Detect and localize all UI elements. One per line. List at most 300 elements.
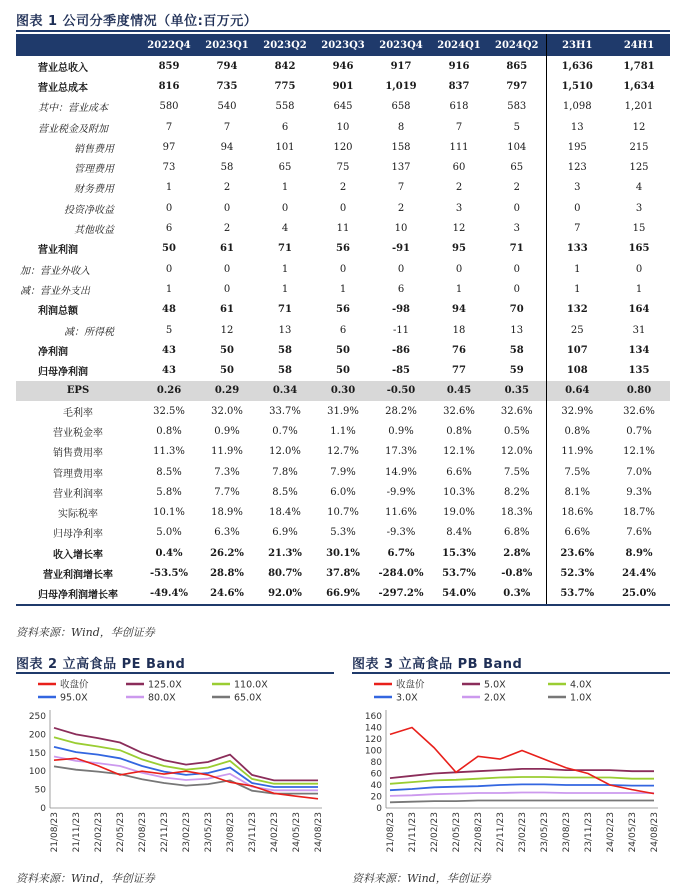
x-tick-label: 21/08/23 xyxy=(50,812,60,853)
table-cell: 0.30 xyxy=(314,381,372,401)
table-cell: 15.3% xyxy=(442,547,476,559)
table-cell: 94 xyxy=(220,141,234,153)
table-cell: 946 xyxy=(332,60,354,72)
table-cell: 11.9% xyxy=(211,446,243,458)
table-row xyxy=(16,320,670,340)
table-row xyxy=(16,76,670,96)
table-cell: 0 xyxy=(223,283,231,295)
x-tick-label: 22/08/23 xyxy=(474,812,484,853)
table-cell: 53.7% xyxy=(442,568,476,580)
row-label: EPS xyxy=(16,381,140,401)
x-tick-label: 23/08/23 xyxy=(562,812,572,853)
figure-1-title: 图表 1 公司分季度情况（单位:百万元） xyxy=(16,14,258,29)
y-tick-label: 200 xyxy=(28,730,46,741)
table-row xyxy=(16,462,670,482)
y-tick-label: 80 xyxy=(370,758,382,768)
table-cell: 837 xyxy=(448,80,470,92)
table-cell: 24.4% xyxy=(622,568,656,580)
legend-label: 1.0X xyxy=(570,692,592,704)
table-cell: 1 xyxy=(281,263,289,275)
table-cell: 7.5% xyxy=(504,466,530,478)
table-cell: 48 xyxy=(162,304,176,316)
y-tick-label: 160 xyxy=(364,712,382,722)
table-cell: 7.8% xyxy=(272,466,298,478)
table-cell: 0.34 xyxy=(256,381,314,401)
table-cell: 3 xyxy=(455,202,463,214)
table-cell: 6 xyxy=(165,223,173,235)
x-tick-label: 23/05/23 xyxy=(540,812,550,853)
table-cell: 5 xyxy=(513,121,520,133)
table-row xyxy=(16,340,670,360)
table-cell: 580 xyxy=(159,101,179,113)
table-cell: 95 xyxy=(452,243,466,255)
y-tick-label: 120 xyxy=(364,735,382,745)
table-cell: 1 xyxy=(281,182,289,194)
table-cell: 76 xyxy=(452,344,466,356)
table-cell: -0.50 xyxy=(372,381,430,401)
x-tick-label: 22/05/23 xyxy=(452,812,462,853)
legend-label: 80.0X xyxy=(148,692,176,704)
table-cell: 123 xyxy=(546,157,608,177)
table-cell: 12 xyxy=(632,121,646,133)
table-cell: -9.9% xyxy=(386,486,416,498)
table-cell: 1,781 xyxy=(623,60,655,72)
table-cell: 0 xyxy=(513,202,520,214)
table-cell: 0.5% xyxy=(504,425,530,437)
x-tick-label: 22/02/23 xyxy=(94,812,104,853)
table-row xyxy=(16,442,670,462)
table-cell: 15 xyxy=(632,223,646,235)
table-cell: -284.0% xyxy=(378,568,424,580)
table-cell: 1,098 xyxy=(546,97,608,117)
table-cell: 132 xyxy=(546,300,608,320)
row-label: 实际税率 xyxy=(58,509,98,521)
table-cell: 1 xyxy=(165,182,173,194)
table-cell: 31.9% xyxy=(327,405,359,417)
table-cell: 0.9% xyxy=(214,425,240,437)
table-cell: 137 xyxy=(391,162,411,174)
row-label: 利润总额 xyxy=(38,306,78,318)
table-cell: 2 xyxy=(223,223,231,235)
table-cell: 0 xyxy=(339,202,347,214)
table-cell: 18.7% xyxy=(623,507,655,519)
legend-label: 4.0X xyxy=(570,679,592,691)
x-tick-label: 23/11/23 xyxy=(584,812,594,853)
table-row xyxy=(16,157,670,177)
table-cell: 7 xyxy=(455,121,463,133)
row-label: 营业税金及附加 xyxy=(38,123,108,135)
table-cell: 9.3% xyxy=(626,486,652,498)
table-cell: 165 xyxy=(628,243,650,255)
table-row xyxy=(16,523,670,543)
table-cell: 13 xyxy=(546,117,608,137)
row-label: 加：营业外收入 xyxy=(20,265,90,277)
table-cell: 6.8% xyxy=(504,527,530,539)
x-tick-label: 23/08/23 xyxy=(226,812,236,853)
table-cell: 11 xyxy=(336,223,350,235)
table-cell: 10.3% xyxy=(443,486,475,498)
table-cell: 0.8% xyxy=(446,425,472,437)
table-cell: 917 xyxy=(390,60,412,72)
table-cell: 794 xyxy=(216,60,238,72)
table-cell: 32.5% xyxy=(153,405,185,417)
table-cell: 50 xyxy=(336,365,350,377)
x-tick-label: 23/02/23 xyxy=(182,812,192,853)
table-cell: 58 xyxy=(509,344,524,356)
table-cell: 2 xyxy=(223,182,231,194)
table-cell: 5 xyxy=(165,324,173,336)
table-cell: 17.3% xyxy=(385,446,417,458)
table-cell: 56 xyxy=(336,304,350,316)
table-cell: 0.35 xyxy=(488,381,546,401)
table-cell: 1,636 xyxy=(546,56,608,76)
figure-2-title: 图表 2 立高食品 PE Band xyxy=(16,657,186,672)
table-cell: 43 xyxy=(162,344,176,356)
table-cell: 77 xyxy=(452,365,466,377)
table-cell: 25 xyxy=(546,320,608,340)
table-cell: 13 xyxy=(510,324,524,336)
quarterly-financials-table xyxy=(16,34,670,606)
table-cell: 215 xyxy=(629,141,649,153)
table-cell: 50 xyxy=(220,365,234,377)
table-row xyxy=(16,300,670,320)
figure-3-source: 资料来源：Wind，华创证券 xyxy=(352,872,491,885)
table-cell: -86 xyxy=(391,344,411,356)
row-label: 营业总收入 xyxy=(38,62,88,74)
figure-2-rule xyxy=(16,672,334,674)
figure-3-rule xyxy=(352,672,670,674)
table-cell: 18 xyxy=(452,324,466,336)
table-cell: 61 xyxy=(220,304,234,316)
y-tick-label: 100 xyxy=(28,767,46,778)
table-cell: 125 xyxy=(629,162,649,174)
table-cell: 7 xyxy=(223,121,231,133)
table-cell: 31 xyxy=(632,324,646,336)
table-cell: 0 xyxy=(513,283,520,295)
y-tick-label: 0 xyxy=(40,804,46,814)
table-cell: 7.3% xyxy=(214,466,240,478)
row-label: 减：所得税 xyxy=(64,326,114,338)
table-row xyxy=(16,563,670,583)
table-cell: 842 xyxy=(274,60,296,72)
table-cell: 12.0% xyxy=(500,446,533,458)
table-row xyxy=(16,117,670,137)
row-label: 投资净收益 xyxy=(64,204,114,216)
table-cell: 6 xyxy=(397,283,405,295)
table-cell: 0 xyxy=(546,198,608,218)
table-cell: 61 xyxy=(220,243,234,255)
header-cell: 2023Q2 xyxy=(256,34,314,56)
table-cell: 32.0% xyxy=(211,405,243,417)
header-cell: 24H1 xyxy=(608,34,670,56)
row-label: 营业利润增长率 xyxy=(43,570,113,582)
table-cell: 797 xyxy=(506,80,528,92)
legend-label: 110.0X xyxy=(234,679,268,691)
table-cell: 0 xyxy=(339,263,347,275)
table-cell: 558 xyxy=(275,101,295,113)
row-label: 营业总成本 xyxy=(38,82,88,94)
table-cell: 73 xyxy=(162,162,176,174)
x-tick-label: 23/05/23 xyxy=(204,812,214,853)
table-cell: 5.8% xyxy=(156,486,182,498)
table-cell: -0.8% xyxy=(501,568,533,580)
header-cell: 2022Q4 xyxy=(140,34,198,56)
y-tick-label: 20 xyxy=(370,792,382,803)
row-label: 营业利润率 xyxy=(53,488,103,500)
series-line-1.0X xyxy=(390,801,654,803)
table-cell: 54.0% xyxy=(430,584,488,605)
row-label: 收入增长率 xyxy=(53,549,103,561)
x-tick-label: 24/05/23 xyxy=(628,812,638,853)
row-label: 毛利率 xyxy=(63,407,93,419)
y-tick-label: 40 xyxy=(370,781,382,791)
table-cell: 8.5% xyxy=(156,466,182,478)
table-cell: 0 xyxy=(397,263,405,275)
table-cell: 26.2% xyxy=(210,547,244,559)
row-label: 管理费用 xyxy=(74,164,114,176)
table-cell: 97 xyxy=(162,141,176,153)
table-cell: 0 xyxy=(635,263,643,275)
table-cell: 0.3% xyxy=(488,584,546,605)
table-cell: 56 xyxy=(336,243,350,255)
table-cell: 28.2% xyxy=(385,405,417,417)
table-cell: 1 xyxy=(635,283,643,295)
table-cell: 8.4% xyxy=(446,527,472,539)
table-cell: 1.1% xyxy=(330,425,356,437)
table-row xyxy=(16,137,670,157)
table-cell: 12.1% xyxy=(443,446,475,458)
table-cell: 901 xyxy=(332,80,354,92)
y-tick-label: 100 xyxy=(364,746,382,757)
table-cell: 645 xyxy=(333,101,353,113)
table-cell: 2 xyxy=(397,202,405,214)
table-cell: 0.8% xyxy=(156,425,182,437)
table-cell: 12.7% xyxy=(327,446,359,458)
table-cell: 0.7% xyxy=(272,425,298,437)
table-cell: 37.8% xyxy=(326,568,360,580)
x-tick-label: 24/08/23 xyxy=(650,812,660,853)
table-cell: 23.6% xyxy=(546,543,608,563)
header-cell: 2023Q3 xyxy=(314,34,372,56)
table-cell: 164 xyxy=(628,304,650,316)
table-cell: 6.6% xyxy=(446,466,472,478)
series-line-2.0X xyxy=(390,793,654,796)
header-cell: 23H1 xyxy=(546,34,608,56)
table-cell: 7 xyxy=(165,121,173,133)
table-cell: 10.1% xyxy=(153,507,185,519)
table-cell: 816 xyxy=(158,80,180,92)
table-row xyxy=(16,97,670,117)
table-cell: 775 xyxy=(274,80,296,92)
y-tick-label: 0 xyxy=(376,804,382,814)
table-row xyxy=(16,381,670,401)
table-cell: 0 xyxy=(513,263,520,275)
table-header-row xyxy=(16,34,670,56)
table-cell: 66.9% xyxy=(314,584,372,605)
table-cell: 71 xyxy=(509,243,524,255)
table-cell: 70 xyxy=(509,304,524,316)
table-cell: 195 xyxy=(546,137,608,157)
x-tick-label: 22/05/23 xyxy=(116,812,126,853)
header-cell xyxy=(16,34,140,56)
header-cell: 2024Q1 xyxy=(430,34,488,56)
table-cell: 12 xyxy=(220,324,234,336)
table-cell: 3 xyxy=(635,202,643,214)
table-cell: 12.0% xyxy=(269,446,301,458)
table-cell: 50 xyxy=(162,243,176,255)
table-cell: 583 xyxy=(507,101,527,113)
row-label: 归母净利率 xyxy=(53,529,103,541)
table-cell: 120 xyxy=(333,141,353,153)
table-cell: 618 xyxy=(449,101,469,113)
table-cell: 735 xyxy=(216,80,238,92)
x-tick-label: 22/11/23 xyxy=(160,812,170,853)
table-cell: 21.3% xyxy=(268,547,302,559)
table-cell: 32.6% xyxy=(623,405,655,417)
legend-label: 125.0X xyxy=(148,679,182,691)
table-row xyxy=(16,239,670,259)
table-row xyxy=(16,584,670,605)
row-label: 营业利润 xyxy=(38,245,78,257)
table-cell: 71 xyxy=(278,304,292,316)
table-cell: 1 xyxy=(455,283,463,295)
table-cell: 58 xyxy=(220,162,234,174)
table-cell: 111 xyxy=(449,141,469,153)
table-cell: 0.4% xyxy=(155,547,183,559)
series-line-110.0X xyxy=(54,737,318,783)
table-cell: 7 xyxy=(397,182,405,194)
table-cell: -85 xyxy=(391,365,411,377)
table-cell: 30.1% xyxy=(326,547,360,559)
table-cell: 108 xyxy=(546,360,608,380)
table-cell: 1 xyxy=(165,283,173,295)
table-cell: 1,510 xyxy=(546,76,608,96)
table-cell: -11 xyxy=(392,324,410,336)
table-cell: 25.0% xyxy=(608,584,670,605)
table-cell: 3 xyxy=(513,223,520,235)
header-cell: 2024Q2 xyxy=(488,34,546,56)
table-cell: 0 xyxy=(165,202,173,214)
table-row xyxy=(16,259,670,279)
table-row xyxy=(16,218,670,238)
table-cell: 75 xyxy=(336,162,350,174)
legend-label: 3.0X xyxy=(396,692,418,704)
table-cell: 8 xyxy=(397,121,405,133)
table-cell: 158 xyxy=(391,141,411,153)
y-tick-label: 150 xyxy=(28,748,46,759)
x-tick-label: 23/11/23 xyxy=(248,812,258,853)
table-cell: 0 xyxy=(455,263,463,275)
table-cell: 19.0% xyxy=(443,507,475,519)
table-cell: 2 xyxy=(339,182,347,194)
table-cell: 50 xyxy=(220,344,234,356)
y-tick-label: 60 xyxy=(370,769,382,780)
table-cell: 18.4% xyxy=(269,507,301,519)
table-cell: 11.9% xyxy=(546,442,608,462)
table-row xyxy=(16,482,670,502)
table-cell: 33.7% xyxy=(269,405,301,417)
table-cell: 8.9% xyxy=(625,547,653,559)
table-cell: 65 xyxy=(510,162,524,174)
table-cell: 1,019 xyxy=(385,80,417,92)
table-cell: 916 xyxy=(448,60,470,72)
x-tick-label: 22/11/23 xyxy=(496,812,506,853)
table-cell: 7.7% xyxy=(214,486,240,498)
table-row xyxy=(16,279,670,299)
table-cell: 6 xyxy=(281,121,289,133)
table-cell: 7.5% xyxy=(546,462,608,482)
table-cell: 92.0% xyxy=(256,584,314,605)
table-cell: 0.9% xyxy=(388,425,414,437)
table-cell: 10.7% xyxy=(327,507,359,519)
table-cell: 8.5% xyxy=(272,486,298,498)
table-cell: 8.1% xyxy=(546,482,608,502)
table-cell: 7.6% xyxy=(626,527,652,539)
table-cell: -9.3% xyxy=(386,527,416,539)
table-cell: 0.45 xyxy=(430,381,488,401)
table-cell: 4 xyxy=(281,223,289,235)
legend-label: 收盘价 xyxy=(60,679,89,691)
table-cell: 80.7% xyxy=(268,568,302,580)
table-cell: 7 xyxy=(546,218,608,238)
table-cell: -91 xyxy=(391,243,411,255)
table-cell: 12.1% xyxy=(623,446,655,458)
table-cell: 50 xyxy=(336,344,350,356)
table-cell: 28.8% xyxy=(210,568,244,580)
row-label: 归母净利润 xyxy=(38,367,88,379)
legend-label: 2.0X xyxy=(484,692,506,704)
table-cell: 1,201 xyxy=(624,101,654,113)
table-cell: 0.64 xyxy=(546,381,608,401)
table-cell: -297.2% xyxy=(372,584,430,605)
table-cell: 24.6% xyxy=(198,584,256,605)
table-cell: 0.29 xyxy=(198,381,256,401)
row-label: 销售费用 xyxy=(74,143,114,155)
table-cell: 2.8% xyxy=(503,547,531,559)
table-cell: 71 xyxy=(278,243,292,255)
table-cell: 0.26 xyxy=(140,381,198,401)
table-cell: 7.9% xyxy=(330,466,356,478)
figure-2-source: 资料来源：Wind，华创证券 xyxy=(16,872,155,885)
table-cell: 8.2% xyxy=(504,486,530,498)
table-cell: 13 xyxy=(278,324,292,336)
table-row xyxy=(16,56,670,76)
row-label: 财务费用 xyxy=(74,184,114,196)
legend-label: 5.0X xyxy=(484,679,506,691)
x-tick-label: 24/02/23 xyxy=(270,812,280,853)
table-cell: 94 xyxy=(452,304,466,316)
title-rule xyxy=(16,30,670,32)
table-cell: 658 xyxy=(391,101,411,113)
row-label: 管理费用率 xyxy=(53,468,103,480)
x-tick-label: 21/11/23 xyxy=(408,812,418,853)
row-label: 归母净利润增长率 xyxy=(16,584,140,605)
table-cell: 32.6% xyxy=(500,405,533,417)
table-row xyxy=(16,198,670,218)
figure-1-source: 资料来源：Wind，华创证券 xyxy=(16,626,155,639)
table-cell: 540 xyxy=(217,101,237,113)
row-label: 销售费用率 xyxy=(53,448,103,460)
table-cell: 0 xyxy=(281,202,289,214)
table-cell: 59 xyxy=(509,365,524,377)
table-cell: 107 xyxy=(546,340,608,360)
table-cell: 6.3% xyxy=(214,527,240,539)
table-cell: 43 xyxy=(162,365,176,377)
row-label: 其中：营业成本 xyxy=(38,103,108,115)
y-tick-label: 250 xyxy=(28,712,46,722)
table-row xyxy=(16,360,670,380)
x-tick-label: 23/02/23 xyxy=(518,812,528,853)
